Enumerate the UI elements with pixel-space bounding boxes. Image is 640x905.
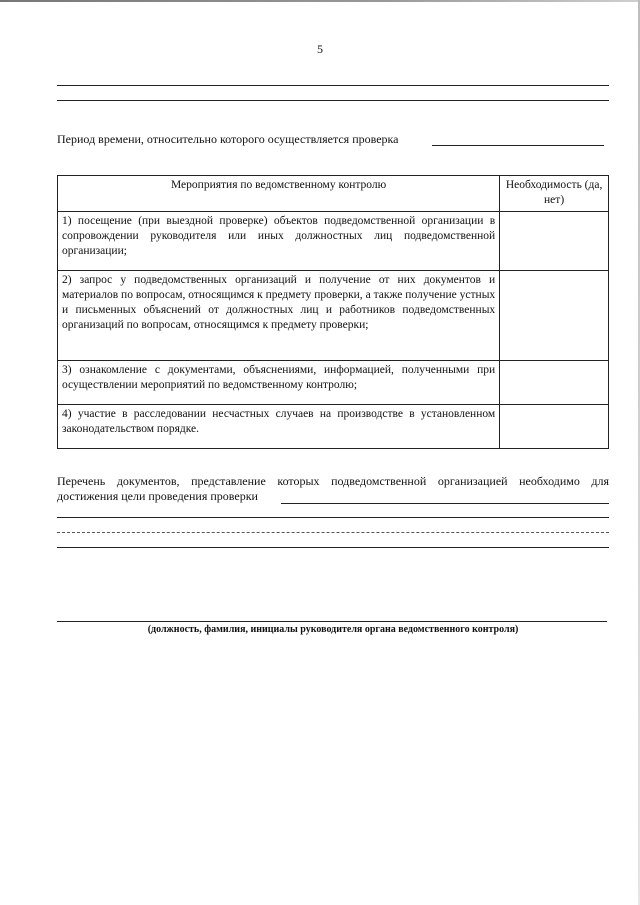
blank-line-2 [57, 100, 609, 101]
table-row [58, 271, 609, 361]
signature-caption: (должность, фамилия, инициалы руководителя органа ведомственного контроля) [147, 624, 519, 635]
measure-cell: 1) посещение (при выездной проверке) объектов подведомственной организации в сопровождении руководителя или иных должностных лиц подведомственной организации; [58, 212, 500, 271]
documents-line-1 [57, 517, 609, 518]
period-blank-line [432, 145, 604, 146]
page-number: 5 [317, 42, 323, 56]
table-header-row [58, 176, 609, 212]
necessity-cell[interactable] [500, 361, 609, 405]
table-row [58, 212, 609, 271]
table-row [58, 405, 609, 449]
signature-line [57, 621, 607, 622]
control-measures-table [57, 175, 609, 449]
scan-edge-top [0, 0, 640, 2]
necessity-cell[interactable] [500, 212, 609, 271]
blank-line-1 [57, 85, 609, 86]
documents-line-2 [57, 532, 609, 533]
table-row [58, 361, 609, 405]
necessity-cell[interactable] [500, 405, 609, 449]
measure-cell: 4) участие в расследовании несчастных случаев на производстве в установленном законодательством порядке. [58, 405, 500, 449]
header-necessity: Необходимость (да, нет) [500, 176, 609, 212]
necessity-cell[interactable] [500, 271, 609, 361]
measure-cell: 3) ознакомление с документами, объяснениями, информацией, полученными при осуществлении мероприятий по ведомственному контролю; [58, 361, 500, 405]
documents-blank-line [281, 503, 609, 504]
documents-label: Перечень документов, представление которых подведомственной организацией необходимо для достижения цели проведения проверки [57, 474, 609, 503]
documents-line-3 [57, 547, 609, 548]
period-label: Период времени, относительно которого осуществляется проверка [57, 132, 399, 146]
measure-cell: 2) запрос у подведомственных организаций и получение от них документов и материалов по вопросам, относящимся к предмету проверки, а также получение устных и письменных объяснений от должностных лиц и работников подведомственных организаций по вопросам, относящимся к предмету проверки; [58, 271, 500, 361]
header-measures: Мероприятия по ведомственному контролю [58, 176, 500, 212]
